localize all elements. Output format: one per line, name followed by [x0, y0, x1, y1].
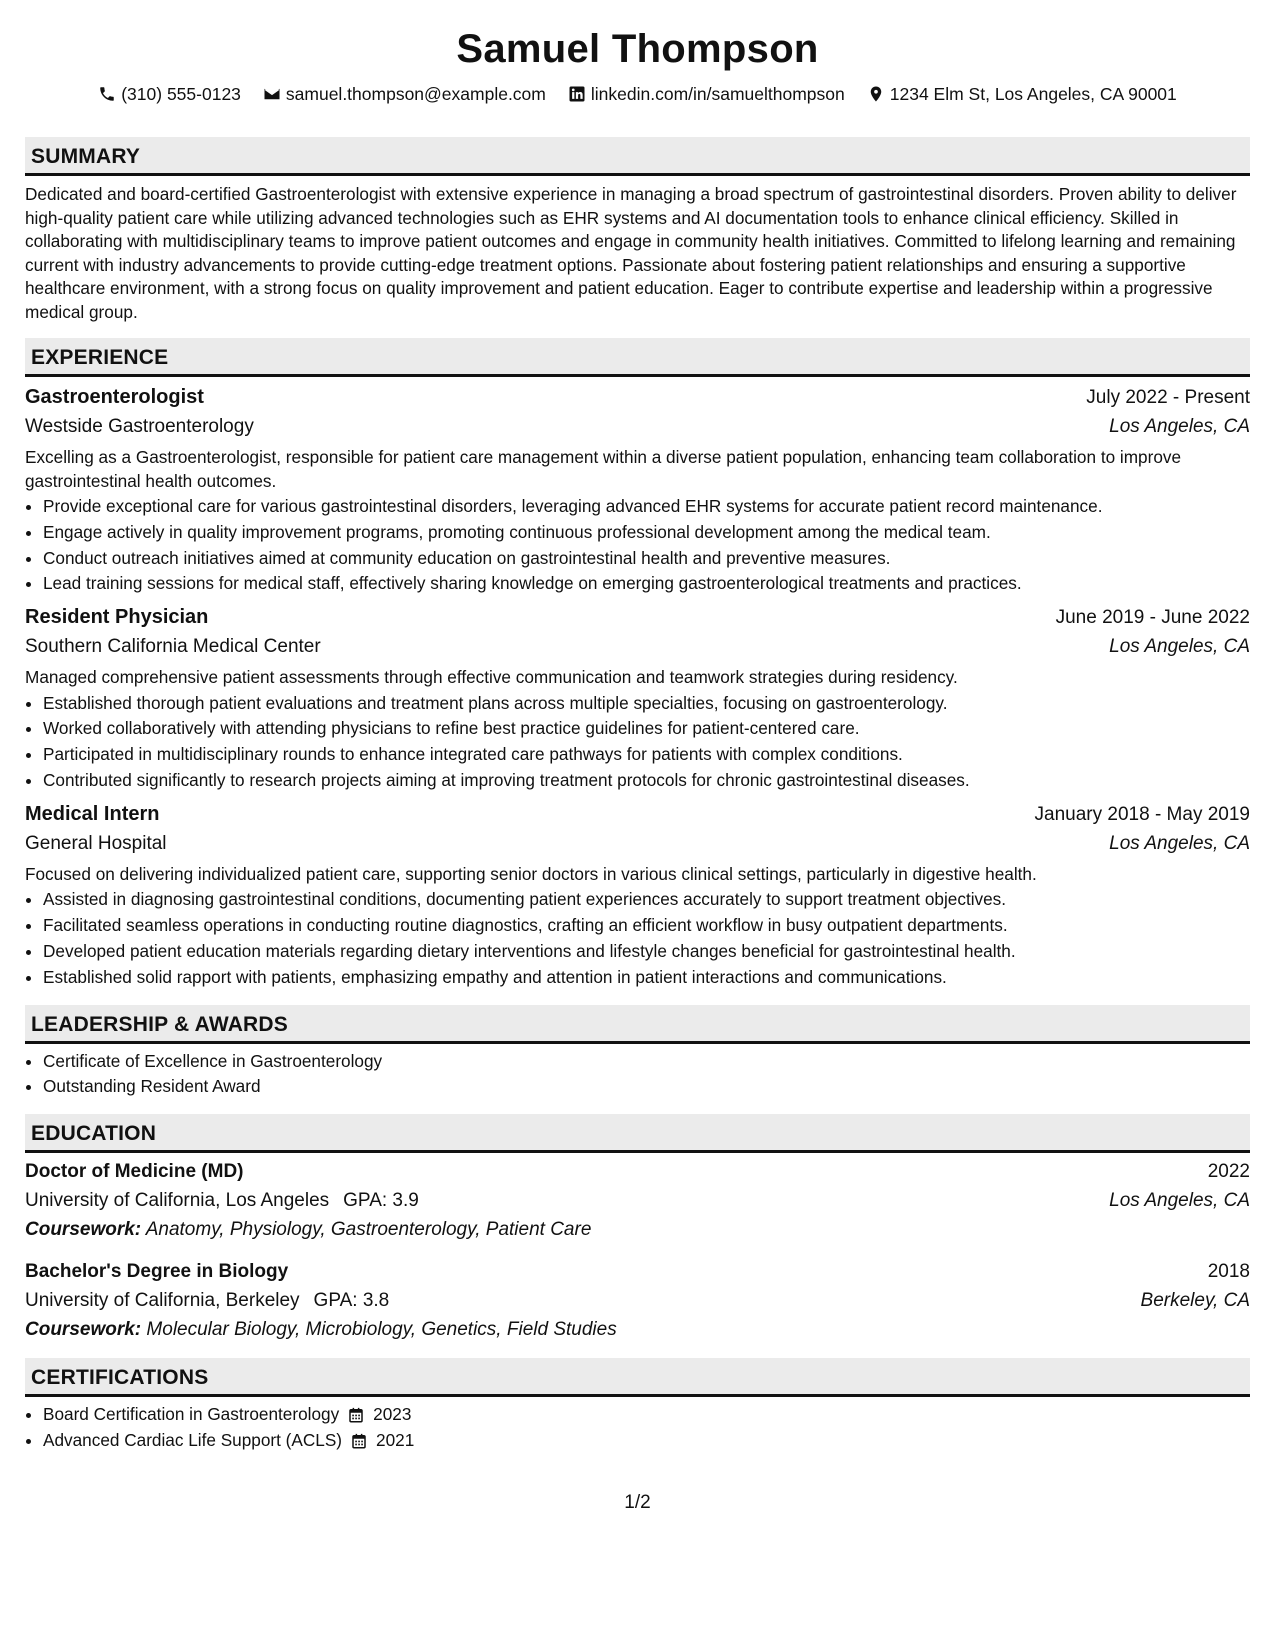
certifications-list: [25, 1402, 1250, 1454]
list-item: [43, 1428, 1250, 1454]
list-item: • Facilitated seamless operations in conducting routine diagnostics, crafting an efficient workflow in busy outpatient departments.: [43, 913, 1250, 939]
job-organization: Westside Gastroenterology: [25, 416, 254, 437]
edu-gpa: GPA: 3.9: [343, 1190, 419, 1212]
contact-bar: [25, 83, 1250, 105]
address-text: 1234 Elm St, Los Angeles, CA 90001: [889, 84, 1177, 104]
job-location: Los Angeles, CA: [1109, 416, 1250, 437]
list-item: [43, 1402, 1250, 1428]
awards-list: [25, 1049, 1250, 1101]
job-dates: July 2022 - Present: [1086, 387, 1250, 408]
edu-location: Berkeley, CA: [1140, 1290, 1250, 1312]
edu-gpa: GPA: 3.8: [313, 1290, 390, 1312]
calendar-icon: [350, 1432, 368, 1450]
job-location: Los Angeles, CA: [1109, 832, 1250, 854]
list-item: • Lead training sessions for medical staff, effectively sharing knowledge on emerging gastroenterological treatments and practices.: [43, 571, 1250, 597]
phone-text: (310) 555-0123: [121, 84, 241, 104]
phone-icon: [98, 85, 116, 103]
contact-linkedin[interactable]: [568, 83, 845, 105]
coursework-text: Anatomy, Physiology, Gastroenterology, Patient Care: [145, 1219, 592, 1241]
list-item: • Engage actively in quality improvement programs, promoting continuous professional development among the medical team.: [43, 520, 1250, 546]
page-number: 1/2: [624, 1492, 651, 1513]
list-item: • Established solid rapport with patients, emphasizing empathy and attention in patient interactions and communications.: [43, 965, 1250, 991]
contact-phone[interactable]: [98, 83, 241, 105]
section-header-experience: EXPERIENCE: [25, 338, 1250, 377]
job-organization: Southern California Medical Center: [25, 636, 321, 658]
education-entry: [25, 1260, 1250, 1342]
job-bullets: [25, 691, 1250, 794]
edu-coursework: [25, 1218, 1250, 1242]
contact-address[interactable]: [867, 83, 1177, 105]
job-organization: General Hospital: [25, 832, 167, 854]
cert-name: • Board Certification in Gastroenterology: [43, 1404, 340, 1425]
list-item: • Worked collaboratively with attending physicians to refine best practice guidelines for patient-centered care.: [43, 716, 1250, 742]
list-item: • Developed patient education materials regarding dietary interventions and lifestyle changes beneficial for gastrointestinal health.: [43, 939, 1250, 965]
linkedin-text: linkedin.com/in/samuelthompson: [590, 84, 845, 104]
edu-school: University of California, Los Angeles: [25, 1190, 330, 1212]
job-bullets: [25, 887, 1250, 990]
coursework-text: Molecular Biology, Microbiology, Genetics, Field Studies: [146, 1319, 617, 1341]
job-entry: [25, 384, 1250, 597]
job-location: Los Angeles, CA: [1109, 636, 1250, 658]
job-description: Focused on delivering individualized patient care, supporting senior doctors in various clinical settings, particularly in digestive health.: [25, 863, 1037, 884]
edu-year: 2018: [1207, 1261, 1250, 1283]
map-pin-icon: [867, 85, 885, 103]
list-item: • Participated in multidisciplinary rounds to enhance integrated care pathways for patients with complex conditions.: [43, 742, 1250, 768]
coursework-label: Coursework:: [25, 1219, 142, 1241]
education-entry: [25, 1160, 1250, 1242]
job-dates: June 2019 - June 2022: [1055, 607, 1250, 629]
section-header-summary: SUMMARY: [25, 137, 1250, 176]
linkedin-icon: [568, 85, 586, 103]
section-header-leadership: LEADERSHIP & AWARDS: [25, 1005, 1250, 1044]
edu-coursework: [25, 1318, 1250, 1342]
list-item: • Contributed significantly to research projects aiming at improving treatment protocols for chronic gastrointestinal diseases.: [43, 768, 1250, 794]
list-item: • Established thorough patient evaluations and treatment plans across multiple specialties, focusing on gastroenterology.: [43, 691, 1250, 717]
edu-degree: Bachelor's Degree in Biology: [25, 1261, 289, 1283]
cert-year: 2021: [376, 1429, 415, 1450]
envelope-icon: [263, 85, 281, 103]
edu-degree: Doctor of Medicine (MD): [25, 1161, 244, 1183]
job-dates: January 2018 - May 2019: [1034, 803, 1250, 825]
section-header-education: EDUCATION: [25, 1114, 1250, 1153]
list-item: • Outstanding Resident Award: [43, 1074, 1250, 1100]
contact-email[interactable]: [263, 83, 546, 105]
summary-text: Dedicated and board-certified Gastroenterologist with extensive experience in managing a broad spectrum of gastrointestinal disorders. Proven ability to deliver high-quality patient care while utilizing advanced technologies such as EHR systems and AI documentation tools to enhance clinical efficiency. Skilled in collaborating with multidisciplinary teams to improve patient outcomes and engage in community health initiatives. Committed to lifelong learning and remaining current with industry advancements to provide cutting-edge treatment options. Passionate about fostering patient relationships and ensuring a supportive healthcare environment, with a strong focus on quality improvement and patient education. Eager to contribute expertise and leadership within a progressive medical group.: [25, 184, 1237, 322]
list-item: • Conduct outreach initiatives aimed at community education on gastrointestinal health and preventive measures.: [43, 546, 1250, 572]
job-title: Medical Intern: [25, 802, 160, 825]
edu-school: University of California, Berkeley: [25, 1290, 300, 1312]
section-header-certifications: CERTIFICATIONS: [25, 1358, 1250, 1397]
job-description: Managed comprehensive patient assessments through effective communication and teamwork strategies during residency.: [25, 667, 958, 688]
job-bullets: [25, 494, 1250, 597]
job-description: Excelling as a Gastroenterologist, responsible for patient care management within a diverse patient population, enhancing team collaboration to improve gastrointestinal health outcomes.: [25, 447, 1182, 491]
cert-name: • Advanced Cardiac Life Support (ACLS): [43, 1429, 343, 1450]
job-entry: [25, 604, 1250, 794]
email-text: samuel.thompson@example.com: [285, 84, 546, 104]
edu-year: 2022: [1207, 1161, 1250, 1183]
calendar-icon: [347, 1406, 365, 1424]
list-item: • Certificate of Excellence in Gastroenterology: [43, 1049, 1250, 1075]
job-title: Gastroenterologist: [25, 386, 204, 408]
edu-location: Los Angeles, CA: [1109, 1190, 1250, 1212]
list-item: • Provide exceptional care for various gastrointestinal disorders, leveraging advanced EHR systems for accurate patient record maintenance.: [43, 494, 1250, 520]
coursework-label: Coursework:: [25, 1319, 142, 1341]
job-title: Resident Physician: [25, 606, 209, 629]
list-item: • Assisted in diagnosing gastrointestinal conditions, documenting patient experiences accurately to support treatment objectives.: [43, 887, 1250, 913]
cert-year: 2023: [373, 1404, 412, 1425]
candidate-name: Samuel Thompson: [456, 27, 819, 71]
job-entry: [25, 801, 1250, 991]
